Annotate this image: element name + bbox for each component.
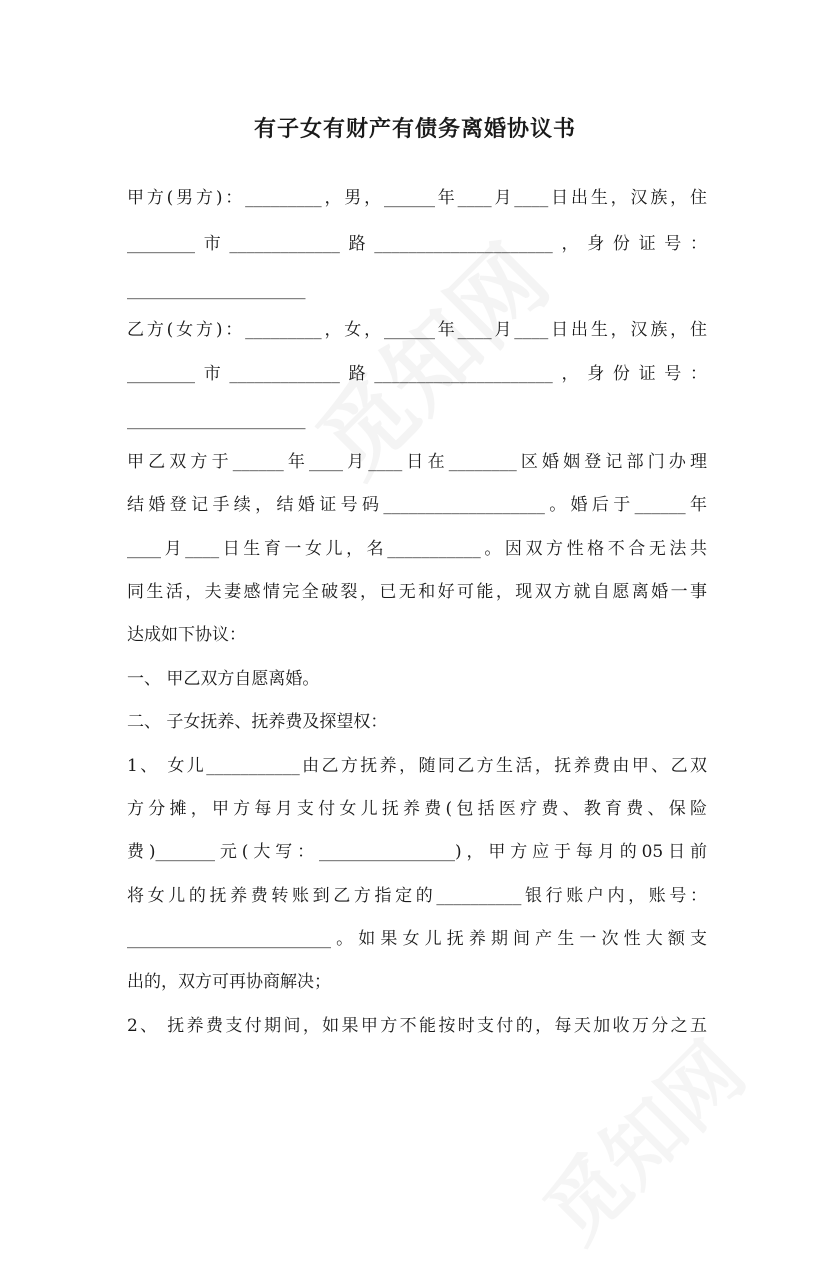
watermark [514, 1012, 765, 1263]
paragraph-line: ________市_____________路_____________________，身份证号： [127, 364, 707, 384]
paragraph-line: ____月____日生育一女儿，名___________。因双方性格不合无法共 [127, 539, 707, 559]
paragraph-line: 乙方(女方)：_________，女，______年____月____日出生，汉族，住 [127, 320, 707, 340]
paragraph-line: 达成如下协议： [127, 625, 246, 645]
paragraph-line: 甲乙双方于______年____月____日在________区婚姻登记部门办理 [127, 452, 707, 472]
section-heading: 一、 甲乙双方自愿离婚。 [127, 669, 320, 689]
paragraph-line: 费)_______元(大写：________________)，甲方应于每月的05日前 [127, 842, 707, 862]
paragraph-line: 结婚登记手续，结婚证号码___________________。婚后于______年 [127, 495, 707, 515]
paragraph-line: ________________________。如果女儿抚养期间产生一次性大额支 [127, 929, 707, 949]
paragraph-line: 同生活，夫妻感情完全破裂，已无和好可能，现双方就自愿离婚一事 [127, 582, 707, 602]
paragraph-line: _____________________ [127, 280, 306, 300]
paragraph-line: 2、 抚养费支付期间，如果甲方不能按时支付的，每天加收万分之五 [127, 1016, 707, 1036]
document-title: 有子女有财产有债务离婚协议书 [253, 117, 576, 142]
paragraph-line: 出的，双方可再协商解决； [127, 972, 331, 992]
paragraph-line: 1、 女儿___________由乙方抚养，随同乙方生活，抚养费由甲、乙双 [127, 756, 707, 776]
paragraph-line: ________市_____________路_____________________，身份证号： [127, 234, 707, 254]
paragraph-line: 方分摊，甲方每月支付女儿抚养费(包括医疗费、教育费、保险 [127, 799, 707, 819]
paragraph-line: 甲方(男方)：_________，男，______年____月____日出生，汉族，住 [127, 188, 707, 208]
paragraph-line: _____________________ [127, 410, 306, 430]
paragraph-line: 将女儿的抚养费转账到乙方指定的__________银行账户内，账号： [127, 886, 707, 906]
section-heading: 二、 子女抚养、抚养费及探望权： [127, 712, 388, 732]
